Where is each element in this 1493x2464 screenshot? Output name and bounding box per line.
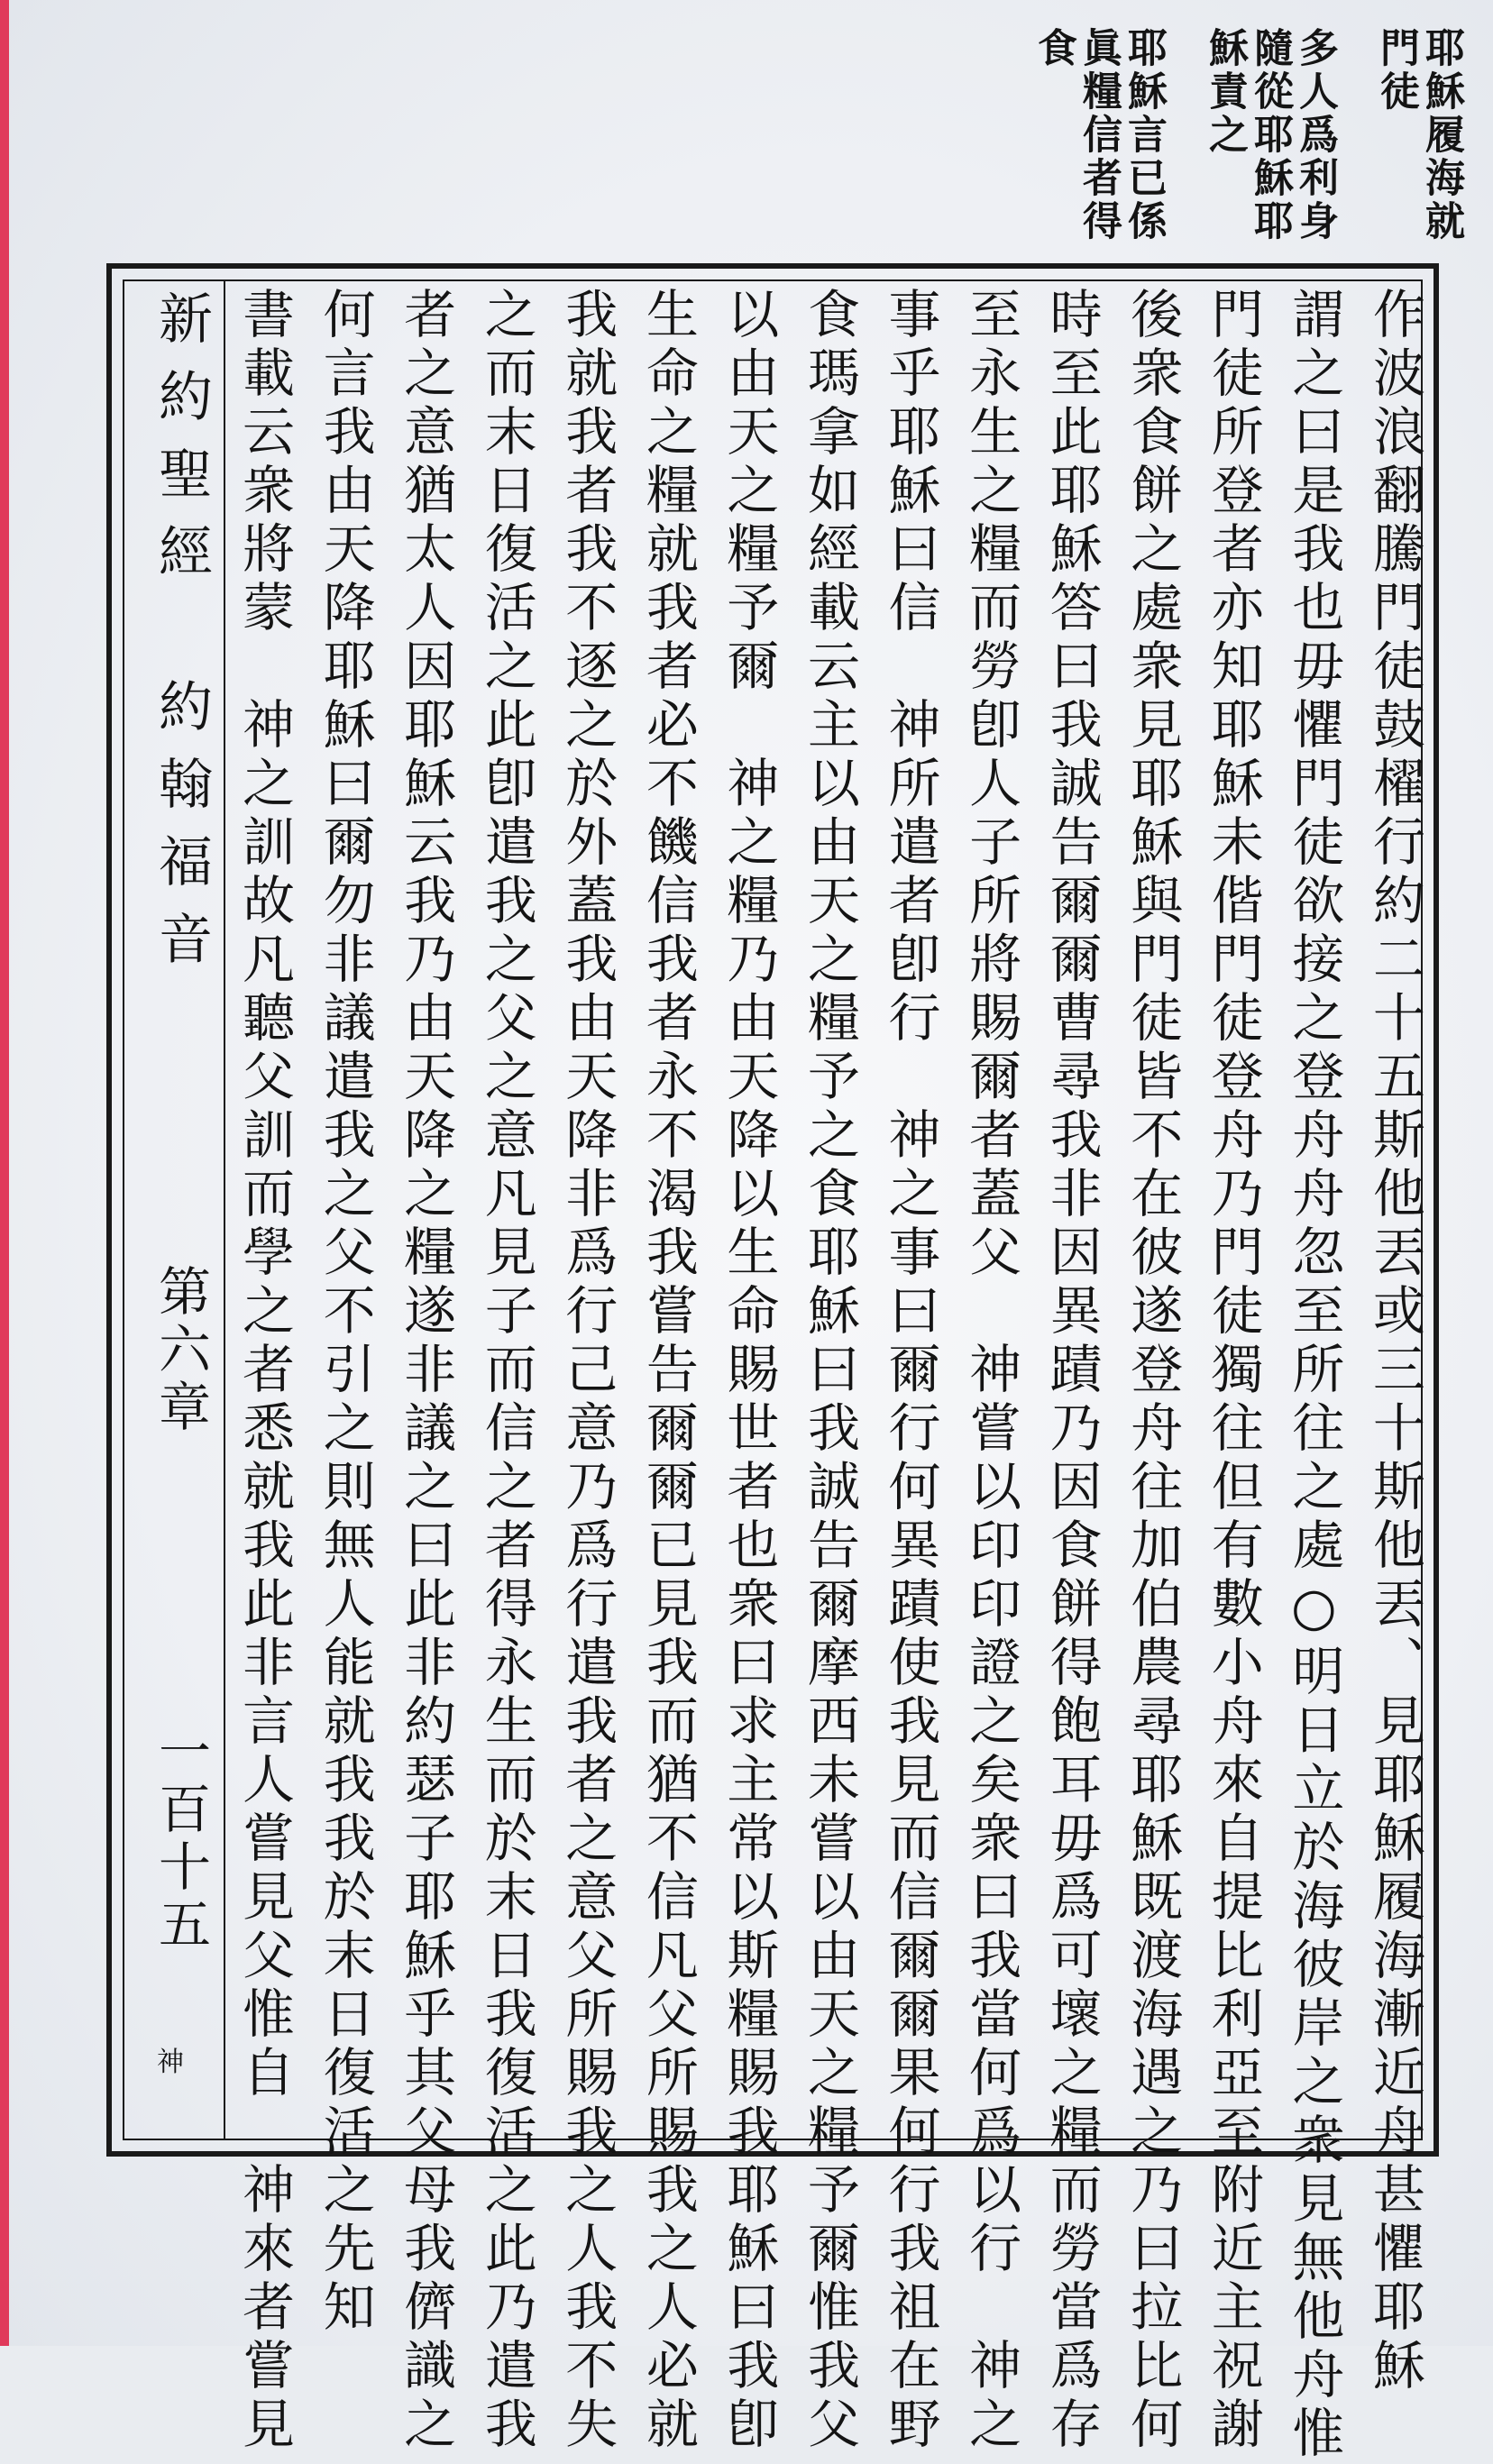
text-column: 後衆食餅之處衆見耶穌與門徒皆不在彼遂登舟往加伯農尋耶穌既渡海遇之乃曰拉比何 xyxy=(1122,287,1184,2455)
note-line: 隨從耶穌耶 xyxy=(1247,27,1293,243)
note-line: 多人爲利身 xyxy=(1292,27,1338,243)
text-frame xyxy=(106,263,1439,2464)
marginal-note xyxy=(1373,27,1464,252)
note-line: 眞糧信者得 xyxy=(1076,27,1122,243)
text-column: 謂之曰是我也毋懼門徒欲接之登舟舟忽至所往之處○明日立於海彼岸之衆見無他舟惟 xyxy=(1283,287,1345,2464)
text-column: 門徒所登者亦知耶穌未偕門徒登舟乃門徒獨往但有數小舟來自提比利亞至附近主祝謝 xyxy=(1202,287,1264,2455)
signature-mark: 神 xyxy=(157,2047,184,2078)
text-column: 我就我者我不逐之於外蓋我由天降非爲行己意乃爲行遣我者之意父所賜我之人我不失 xyxy=(556,287,618,2455)
text-column: 時至此耶穌答曰我誠告爾爾曹尋我非因異蹟乃因食餅得飽耳毋爲可壞之糧而勞當爲存 xyxy=(1040,287,1103,2455)
text-column: 生命之糧就我者必不饑信我者永不渴我嘗告爾爾已見我而猶不信凡父所賜我之人必就 xyxy=(637,287,699,2455)
text-column: 以由天之糧予爾 神之糧乃由天降以生命賜世者也衆曰求主常以斯糧賜我耶穌曰我卽 xyxy=(718,287,780,2455)
book-title: 新約聖經 約翰福音 xyxy=(150,290,213,988)
note-line: 穌責之 xyxy=(1202,27,1248,157)
text-column: 作波浪翻騰門徒鼓櫂行約二十五斯他丟或三十斯他丟、見耶穌履海漸近舟甚懼耶穌 xyxy=(1363,287,1425,2396)
text-column: 之而末日復活之此卽遣我之父之意凡見子而信之者得永生而於末日我復活之此乃遣我 xyxy=(475,287,537,2455)
text-column: 書載云衆將蒙 神之訓故凡聽父訓而學之者悉就我此非言人嘗見父惟自 神來者嘗見 xyxy=(234,287,295,2455)
text-column: 食瑪拿如經載云主以由天之糧予之食耶穌曰我誠告爾摩西未嘗以由天之糧予爾惟我父 xyxy=(798,287,860,2455)
text-column: 至永生之糧而勞卽人子所將賜爾者蓋父 神嘗以印印證之矣衆曰我當何爲以行 神之 xyxy=(960,287,1022,2455)
scripture-text xyxy=(234,287,1425,2464)
text-column: 事乎耶穌曰信 神所遣者卽行 神之事曰爾行何異蹟使我見而信爾爾果何行我祖在野 xyxy=(879,287,941,2455)
book-edge xyxy=(0,0,9,2346)
page-number: 一百十五 xyxy=(150,1724,211,1955)
marginal-note xyxy=(1202,27,1338,252)
marginal-notes xyxy=(685,27,1464,252)
marginal-note xyxy=(1030,27,1167,252)
text-column: 何言我由天降耶穌曰爾勿非議遣我之父不引之則無人能就我我於末日復活之先知 xyxy=(314,287,376,2338)
chapter-label: 第六章 xyxy=(150,1264,211,1437)
note-line: 門徒 xyxy=(1373,27,1419,114)
note-line: 耶穌言已係 xyxy=(1121,27,1167,243)
page-sidebar xyxy=(124,281,225,2139)
note-line: 耶穌履海就 xyxy=(1418,27,1464,243)
note-line: 食 xyxy=(1030,27,1076,70)
text-column: 者之意猶太人因耶穌云我乃由天降之糧遂非議之曰此非約瑟子耶穌乎其父母我儕識之 xyxy=(395,287,457,2455)
